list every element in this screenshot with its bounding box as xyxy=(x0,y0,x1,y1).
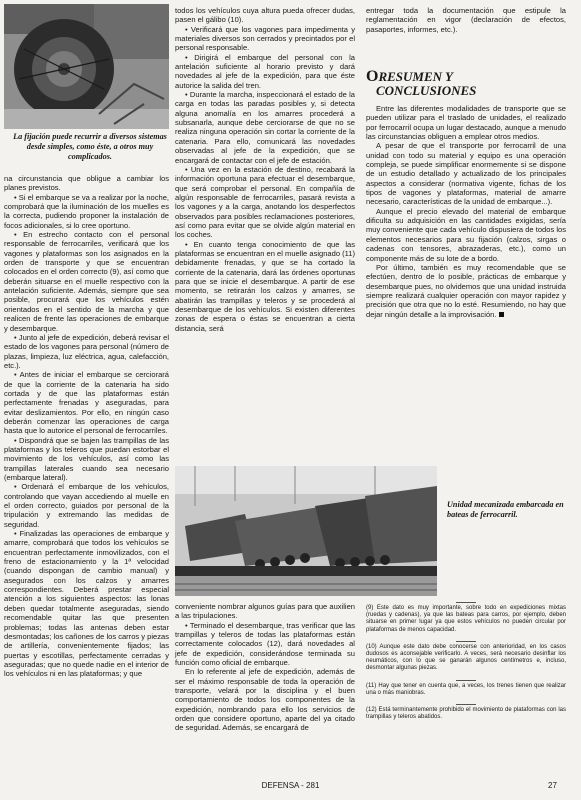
footnote-rule xyxy=(456,602,476,603)
paragraph: En lo referente al jefe de expedición, además de ser el máximo responsable de toda la operación de transporte, velará por la disciplina y el buen comportamiento de todos los componentes de la expedición, nombrando para ello los servicios de orden que considere oportuno, aparte del ya citado de seguridad. Además, se encargará de xyxy=(175,667,355,733)
text-column-2 xyxy=(175,6,355,333)
paragraph: • Verificará que los vagones para impedimenta y materiales diversos son cerrados y precintados por el personal responsable. xyxy=(175,24,355,53)
heading-line-1: RESUMEN Y xyxy=(378,69,453,84)
footer-publication: DEFENSA - 281 xyxy=(261,781,320,790)
paragraph: • Durante la marcha, inspeccionará el estado de la carga en todas las paradas posibles y, si detecta alguna anomalía en los amarres procederá a subsanarla, aunque debe cerciorarse de que no se realiza ninguna operación sin cortar la corriente de la catenaria. Para ello, comunicará las novedades observadas al jefe de la expedición, que se encargará de contactar con el jefe de estación. xyxy=(175,90,355,165)
footnote: (11) Hay que tener en cuenta que, a veces, los trenes tienen que realizar una o más maniobras. xyxy=(366,680,566,697)
paragraph: • Junto al jefe de expedición, deberá revisar el estado de los vagones para personal (número de plazas, limpieza, luz eléctrica, agua, calefacción, etc.). xyxy=(4,332,169,370)
paragraph: • Si el embarque se va a realizar por la noche, comprobará que la iluminación de los muelles es la correcta, pudiendo proponer la instalación de focos adicionales, si lo cree oportuno. xyxy=(4,192,169,230)
section-heading xyxy=(366,70,566,98)
end-mark-icon xyxy=(499,312,504,317)
rail-photo-image xyxy=(175,466,437,596)
photo-caption-rail: Unidad mecanizada embarcada en bateas de ferrocarril. xyxy=(447,500,564,519)
paragraph: • Dispondrá que se bajen las trampillas de las plataformas y los teleros que puedan estorbar el movimiento de los vehículos, así como las trampillas laterales cuando sea necesario (embarque lateral). xyxy=(4,435,169,482)
paragraph: • Antes de iniciar el embarque se cerciorará de que la corriente de la catenaria ha sido cortada y de que las plataformas están perfectamente frenadas y aseguradas, para evitar deslizamientos. Por ello, en ningún caso deberán comenzar las operaciones de carga hasta que lo autorice el personal de ferrocarriles. xyxy=(4,370,169,436)
paragraph: • En estrecho contacto con el personal responsable de ferrocarriles, verificará que los vagones y plataformas son los asignados en la orden de transporte y que se encuentran colocados en el orden correcto (9), así como que deberán situarse en el muelle respectivo con la antelación suficiente. Además, siempre que sea posible, procurará que los vehículos estén orientados en el sentido de la marcha y que realicen de frente las operaciones de embarque y desembarque. xyxy=(4,230,169,333)
paragraph: • Terminado el desembarque, tras verificar que las trampillas y teleros de todas las plataformas están correctamente colocados (12), dará novedades al jefe de expedición, considerándose terminada su función como oficial de embarque. xyxy=(175,620,355,668)
paragraph: • Ordenará el embarque de los vehículos, controlando que vayan accediendo al muelle en el orden correcto, guiados por personal de la tripulación y extremando las medidas de seguridad. xyxy=(4,482,169,529)
paragraph: na circunstancia que obligue a cambiar los planes previstos. xyxy=(4,174,169,193)
photo-wheel-fixing xyxy=(4,4,169,129)
paragraph xyxy=(366,263,566,319)
paragraph: Entre las diferentes modalidades de transporte que se pueden utilizar para el traslado de unidades, el realizado por ferrocarril ocupa un lugar destacado, aunque a menudo las circunstancias obliguen a emplear otros medios. xyxy=(366,104,566,142)
paragraph: • Una vez en la estación de destino, recabará la información oportuna para efectuar el desembarque, que será comprobar el personal. En compañía de algún responsable de ferrocarriles, pasará revista a los vagones y a la carga, anotando los desperfectos observados para posibles reclamaciones posteriores, así como para evitar que se olvide algún material en los coches. xyxy=(175,164,355,240)
text-column-2-bottom xyxy=(175,602,355,733)
photo-caption-wheel: La fijación puede recurrir a diversos sistemas desde simples, como éste, a otros muy complicados. xyxy=(13,132,167,161)
paragraph: • Dirigirá el embarque del personal con la antelación suficiente al horario previsto y dará novedades al jefe de la expedición, para que éste autorice la salida del tren. xyxy=(175,52,355,90)
paragraph: Aunque el precio elevado del material de embarque dificulta su adquisición en las cantidades exigidas, sería muy conveniente que cada vehículo dispusiera de todos los elementos necesarios para su fijación (calzos, sirgas o cadenas con tensores, abrazaderas, etc.), como un componente más de su lote de a bordo. xyxy=(366,206,566,263)
footnote-rule xyxy=(456,680,476,681)
paragraph: entregar toda la documentación que estipule la reglamentación en vigor (declaración de efectos, pasaportes, informes, etc.). xyxy=(366,6,566,34)
text-column-3 xyxy=(366,104,566,319)
text-column-1 xyxy=(4,174,169,679)
paragraph-text: Por último, también es muy recomendable que se efectúen, dentro de lo posible, prácticas de embarque y desembarque pues, no olvidemos que una unidad instruida siempre realizará cualquier operación con mayor rapidez y precisión que otra que no lo esté. Resumiendo, no hay que dejar ningún detalle a la improvisación. xyxy=(366,262,566,319)
footnote-rule xyxy=(456,704,476,705)
footnote: (9) Este dato es muy importante, sobre todo en expediciones mixtas (ruedas y cadenas), ya que las bateas para carros, por ejemplo, deben situarse en primer lugar ya que estos vehículos no pueden circular por plataformas de menos capacidad. xyxy=(366,602,566,634)
paragraph: • En cuanto tenga conocimiento de que las plataformas se encuentran en el muelle asignado (11) debidamente frenadas, y que se ha cortado la corriente de la catenaria, dará las órdenes oportunas para que se inicie el desembarque. A partir de ese momento, se retirarán los calzos y amarres, se abatirán las trampillas y teleros y se procederá al desembarque de los vehículos. Si existen diferentes zonas de espera o éstas se encuentran a cierta distancia, será xyxy=(175,239,355,333)
footnote: (12) Está terminantemente prohibido el movimiento de plataformas con las trampillas y teleros abatidos. xyxy=(366,704,566,721)
text-column-3-top xyxy=(366,6,566,34)
wheel-photo-image xyxy=(4,4,169,129)
page-number: 27 xyxy=(548,781,557,790)
paragraph: conveniente nombrar algunos guías para que auxilien a las tripulaciones. xyxy=(175,602,355,621)
footnotes xyxy=(366,602,566,728)
footnote-rule xyxy=(456,641,476,642)
paragraph: • Finalizadas las operaciones de embarque y amarre, comprobará que todos los vehículos se encuentran perfectamente inmovilizados, con el freno de estacionamiento y la 1ª velocidad (cuando dispongan de cambio manual) y asegurados con los calzos y amarres correspondientes. Deberá prestar especial atención a los siguientes aspectos: las lonas deben quedar totalmente aseguradas, siendo recomendable quitar las que presenten problemas; todas las antenas deben estar desmontadas; los cañones de los carros y piezas de artillería, convenientemente fijados; las puertas y escotillas, perfectamente cerradas y aseguradas; que no quede nadie en el interior de los vehículos ni en las plataformas; y que xyxy=(4,529,169,679)
paragraph: A pesar de que el transporte por ferrocarril de una unidad con todo su material y equipo es una operación compleja, se puede simplificar enormemente si se dispone de un estudio detallado y actualizado de los principales aspectos a considerar (normativa vigente, fichas de los tipos de vagones y plataformas, material de amarre necesario, características de la unidad de embarque...). xyxy=(366,141,566,207)
photo-rail-transport xyxy=(175,466,437,596)
paragraph: todos los vehículos cuya altura pueda ofrecer dudas, pasen el gálibo (10). xyxy=(175,6,355,25)
footnote: (10) Aunque este dato debe conocerse con anterioridad, en los casos dudosos es aconsejable verificarlo. A veces, será necesario desinflar los neumáticos, con lo que se ganarán algunos centímetros e, incluso, desmontar algunas piezas. xyxy=(366,641,566,673)
heading-initial: O xyxy=(366,68,379,85)
heading-line-2: CONCLUSIONES xyxy=(376,83,477,98)
